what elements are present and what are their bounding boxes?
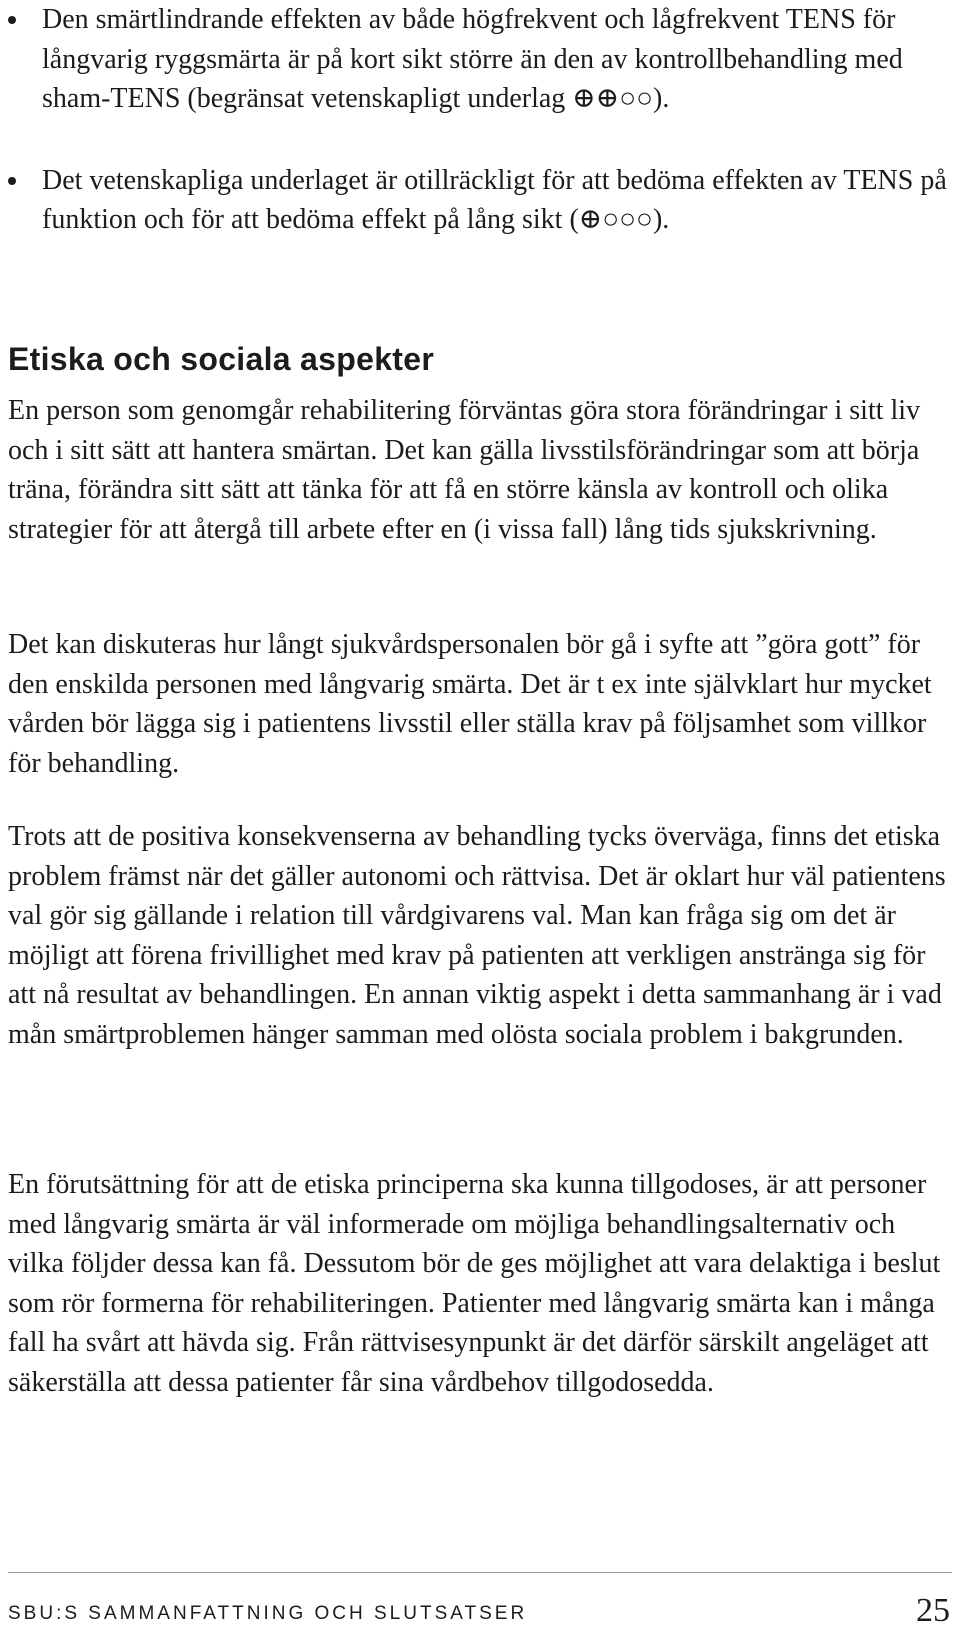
bullet-item <box>8 0 948 119</box>
bullet-text: Den smärtlindrande effekten av både högfrekvent och lågfrekvent TENS för långvarig ryggsmärta är på kort sikt större än den av kontrollbehandling med sham-TENS (begränsat vetenskapligt underlag ⊕⊕○○). <box>42 4 903 114</box>
bullet-item <box>8 161 948 240</box>
bullet-text: Det vetenskapliga underlaget är otillräckligt för att bedöma effekten av TENS på funktion och för att bedöma effekt på lång sikt (⊕○○○). <box>42 164 947 235</box>
bullet-dot-icon <box>8 16 16 24</box>
section-heading: Etiska och sociala aspekter <box>8 341 435 377</box>
body-paragraph: Trots att de positiva konsekvenserna av behandling tycks överväga, finns det etiska problem främst när det gäller autonomi och rättvisa. Det är oklart hur väl patientens val gör sig gällande i relation till vårdgivarens val. Man kan fråga sig om det är möjligt att förena frivillighet med krav på patienten att verkligen anstränga sig för att nå resultat av behandlingen. En annan viktig aspekt i detta sammanhang är i vad mån smärtproblemen hänger samman med olösta sociala problem i bakgrunden. <box>8 821 946 1050</box>
body-paragraph: Det kan diskuteras hur långt sjukvårdspersonalen bör gå i syfte att ”göra gott” för den enskilda personen med långvarig smärta. Det är t ex inte självklart hur mycket vården bör lägga sig i patientens livsstil eller ställa krav på följsamhet som villkor för behandling. <box>8 629 932 779</box>
footer-title: SBU:S SAMMANFATTNING OCH SLUTSATSER <box>8 1603 528 1624</box>
page-number: 25 <box>916 1592 950 1629</box>
bullet-list <box>8 0 948 282</box>
footer-divider <box>8 1572 952 1573</box>
body-paragraph: En person som genomgår rehabilitering förväntas göra stora förändringar i sitt liv och i sitt sätt att hantera smärtan. Det kan gälla livsstilsförändringar som att börja träna, förändra sitt sätt att tänka för att få en större känsla av kontroll och olika strategier för att återgå till arbete efter en (i vissa fall) lång tids sjukskrivning. <box>8 395 921 545</box>
bullet-dot-icon <box>8 177 16 185</box>
body-paragraph: En förutsättning för att de etiska principerna ska kunna tillgodoses, är att personer med långvarig smärta är väl informerade om möjliga behandlingsalternativ och vilka följder dessa kan få. Dessutom bör de ges möjlighet att vara delaktiga i beslut som rör formerna för rehabiliteringen. Patienter med långvarig smärta kan i många fall ha svårt att hävda sig. Från rättvisesynpunkt är det därför särskilt angeläget att säkerställa att dessa patienter får sina vårdbehov tillgodosedda. <box>8 1169 941 1398</box>
